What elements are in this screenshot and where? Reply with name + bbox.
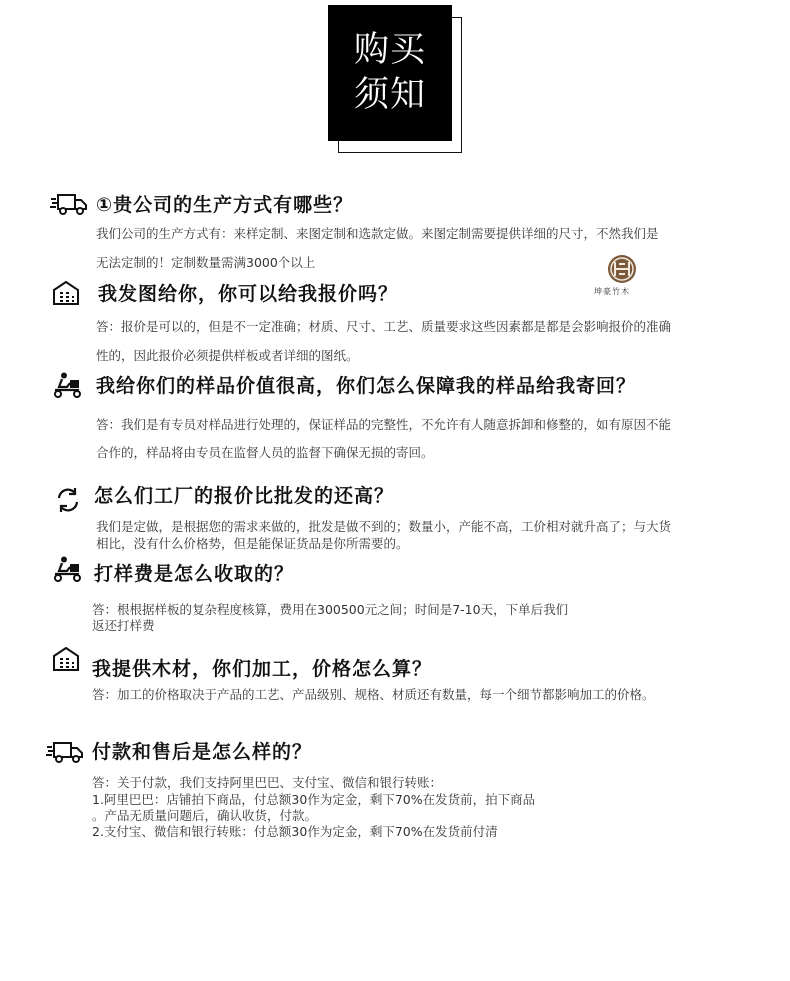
faq-answer-5-line-1: 答：根根据样板的复杂程度核算，费用在300500元之间；时间是7-10天，下单后我们 [92,602,569,617]
faq-answer-4-line-2: 相比，没有什么价格势，但是能保证货品是你所需要的。 [96,536,409,551]
faq-question-7: 付款和售后是怎么样的？ [92,741,313,763]
faq-answer-3-line-1: 答：我们是有专员对样品进行处理的，保证样品的完整性，不允许有人随意拆卸和修整的，如有原因不能 [96,417,672,432]
title-block [328,5,462,154]
faq-question-5: 打样费是怎么收取的？ [94,563,295,585]
faq-answer-1-line-2: 无法定制的！定制数量需满3000个以上 [96,255,316,270]
faq-question-6: 我提供木材，你们加工，价格怎么算？ [92,658,433,680]
faq-question-2: 我发图给你，你可以给我报价吗？ [98,283,399,305]
faq-question-4: 怎么们工厂的报价比批发的还高？ [94,485,395,507]
delivery-truck-icon [46,740,84,764]
faq-answer-4-line-1: 我们是定做，是根据您的需求来做的，批发是做不到的；数量小，产能不高，工价相对就升高了；与大货 [96,519,672,534]
faq-answer-5-line-2: 返还打样费 [92,618,155,633]
faq-question-3: 我给你们的样品价值很高，你们怎么保障我的样品给我寄回？ [96,375,637,397]
warehouse-icon [52,646,80,672]
faq-answer-2-line-1: 答：报价是可以的，但是不一定准确；材质、尺寸、工艺、质量要求这些因素都是都是会影响报价的准确 [96,319,672,334]
brand-logo-text: 坤豪竹木 [594,287,630,296]
courier-scooter-icon [52,372,84,398]
page-title-line2: 须知 [353,75,426,115]
faq-answer-7-line-4: 2.支付宝、微信和银行转账：付总额30作为定金，剩下70%在发货前付清 [92,824,498,839]
faq-question-1: ①贵公司的生产方式有哪些？ [96,194,354,216]
faq-answer-7-line-3: 。产品无质量问题后，确认收货，付款。 [92,808,318,823]
faq-answer-6-line-1: 答：加工的价格取决于产品的工艺、产品级别、规格、材质还有数量，每一个细节都影响加工的价格。 [92,687,655,702]
faq-answer-2-line-2: 性的，因此报价必须提供样板或者详细的图纸。 [96,348,359,363]
delivery-truck-icon [50,192,88,216]
faq-answer-1-line-1: 我们公司的生产方式有：来样定制、来图定制和选款定做。来图定制需要提供详细的尺寸，不然我们是 [96,226,659,241]
warehouse-icon [52,280,80,306]
courier-scooter-icon [52,556,84,582]
page-title [328,5,452,141]
refresh-icon [55,486,81,514]
faq-answer-3-line-2: 合作的，样品将由专员在监督人员的监督下确保无损的寄回。 [96,445,434,460]
faq-answer-7-line-2: 1.阿里巴巴：店铺拍下商品，付总额30作为定金，剩下70%在发货前，拍下商品 [92,792,536,807]
faq-answer-7-line-1: 答：关于付款，我们支持阿里巴巴、支付宝、微信和银行转账： [92,775,443,790]
page-title-line1: 购买 [353,30,426,70]
